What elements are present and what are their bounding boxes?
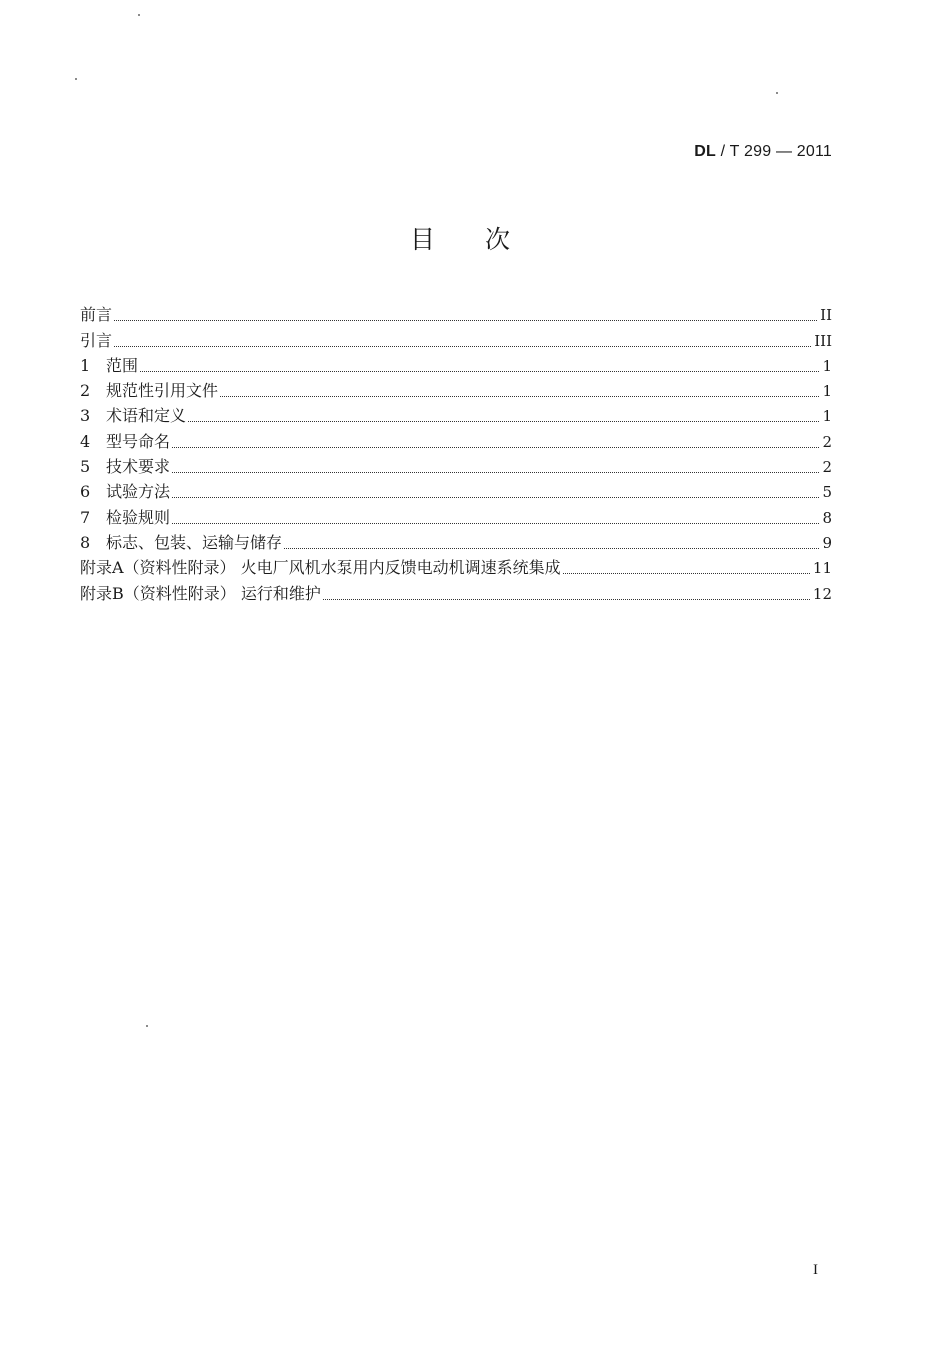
toc-entry-page: 2 — [822, 432, 832, 451]
toc-leader-dots — [563, 573, 810, 574]
toc-entry-number: 6 — [80, 482, 91, 502]
toc-entry-page: III — [814, 331, 832, 350]
toc-entry-number: 7 — [80, 507, 91, 527]
toc-leader-dots — [284, 548, 819, 549]
toc-entry-number: 4 — [80, 431, 91, 451]
toc-leader-dots — [114, 346, 811, 347]
toc-entry-label: 标志、包装、运输与储存 — [106, 532, 283, 552]
toc-entry-technical-requirements[interactable] — [80, 452, 832, 477]
toc-entry-label: 术语和定义 — [106, 406, 187, 426]
toc-entry-normative-references[interactable] — [80, 376, 832, 401]
toc-entry-label: 前言 — [80, 305, 113, 325]
toc-leader-dots — [172, 447, 819, 448]
toc-entry-page: 8 — [822, 508, 832, 527]
toc-leader-dots — [323, 599, 810, 600]
scan-speck — [138, 14, 140, 16]
toc-leader-dots — [114, 320, 817, 321]
toc-entry-label: 引言 — [80, 330, 113, 350]
toc-entry-label: 规范性引用文件 — [106, 381, 219, 401]
toc-entry-scope[interactable] — [80, 351, 832, 376]
toc-leader-dots — [140, 371, 819, 372]
scan-speck — [75, 78, 77, 80]
toc-leader-dots — [172, 472, 819, 473]
toc-entry-page: 11 — [812, 559, 832, 578]
toc-leader-dots — [172, 497, 819, 498]
scan-speck — [146, 1025, 148, 1027]
toc-entry-label: 附录A（资料性附录） 火电厂风机水泵用内反馈电动机调速系统集成 — [80, 558, 561, 578]
toc-entry-page: 1 — [822, 382, 832, 401]
toc-entry-appendix-b[interactable] — [80, 578, 832, 603]
toc-entry-inspection-rules[interactable] — [80, 502, 832, 527]
toc-entry-label: 型号命名 — [106, 431, 171, 451]
toc-entry-page: 5 — [822, 483, 832, 502]
table-of-contents — [80, 300, 832, 604]
toc-entry-marking-packaging[interactable] — [80, 528, 832, 553]
toc-entry-appendix-a[interactable] — [80, 553, 832, 578]
toc-entry-page: 9 — [822, 533, 832, 552]
toc-entry-page: 2 — [822, 458, 832, 477]
toc-entry-model-naming[interactable] — [80, 426, 832, 451]
toc-entry-label: 检验规则 — [106, 507, 171, 527]
standard-code — [694, 143, 832, 161]
toc-entry-page: 12 — [812, 584, 832, 603]
toc-entry-label: 技术要求 — [106, 457, 171, 477]
page-title: 目次 — [409, 225, 560, 254]
toc-leader-dots — [172, 523, 819, 524]
toc-entry-number: 3 — [80, 406, 91, 426]
toc-entry-page: II — [820, 306, 832, 325]
toc-entry-number: 5 — [80, 457, 91, 477]
toc-entry-test-methods[interactable] — [80, 477, 832, 502]
scan-speck — [776, 92, 778, 94]
toc-entry-label: 范围 — [106, 355, 139, 375]
toc-entry-number: 8 — [80, 532, 91, 552]
toc-entry-number: 2 — [80, 381, 91, 401]
toc-entry-page: 1 — [822, 356, 832, 375]
toc-entry-introduction[interactable] — [80, 325, 832, 350]
toc-leader-dots — [220, 396, 819, 397]
toc-leader-dots — [188, 421, 819, 422]
standard-prefix: DL — [694, 143, 717, 160]
toc-entry-preface[interactable] — [80, 300, 832, 325]
toc-entry-page: 1 — [822, 407, 832, 426]
standard-number: / T 299 — 2011 — [716, 143, 832, 160]
toc-entry-terms[interactable] — [80, 401, 832, 426]
toc-entry-number: 1 — [80, 355, 91, 375]
toc-entry-label: 试验方法 — [106, 482, 171, 502]
page-number: I — [813, 1262, 818, 1278]
toc-entry-label: 附录B（资料性附录） 运行和维护 — [80, 583, 321, 603]
